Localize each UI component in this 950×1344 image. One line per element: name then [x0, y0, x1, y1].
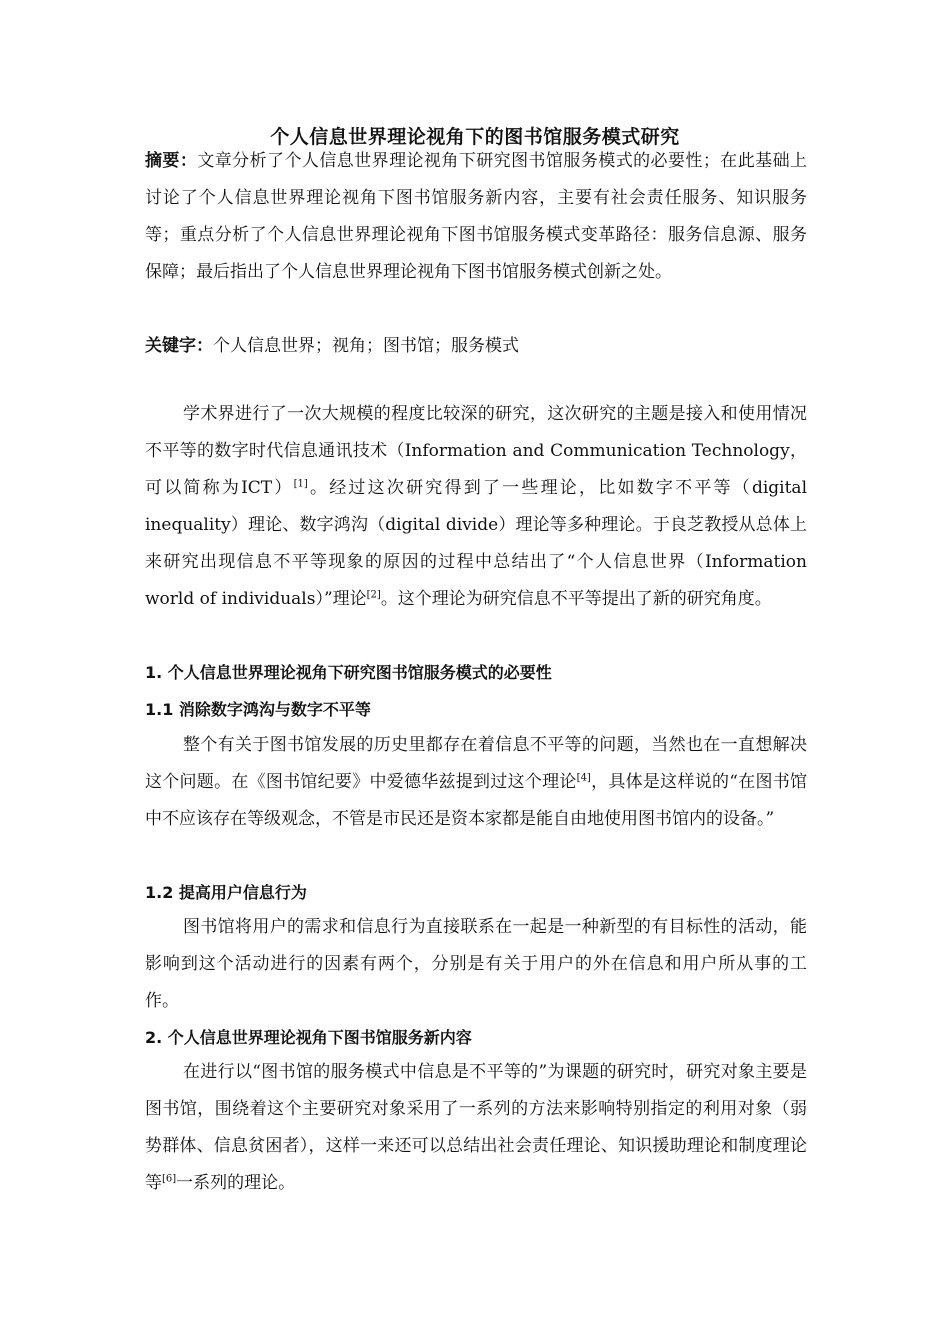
intro-text-3: 。这个理论为研究信息不平等提出了新的研究角度。	[380, 589, 772, 609]
intro-paragraph	[145, 396, 807, 618]
citation-ref: [1]	[293, 478, 308, 490]
keywords	[145, 328, 807, 365]
section-2-heading: 2. 个人信息世界理论视角下图书馆服务新内容	[145, 1028, 472, 1047]
section-1-2-heading: 1.2 提高用户信息行为	[145, 883, 307, 902]
citation-ref: [4]	[576, 772, 591, 784]
abstract	[145, 143, 807, 291]
document-title: 个人信息世界理论视角下的图书馆服务模式研究	[270, 126, 680, 148]
section-1-1-text-2: ，具体是这样说的“在图书馆中不应该存在等级观念，不管是市民还是资本家都是能自由地使用图书馆内的设备。”	[145, 772, 807, 829]
abstract-label: 摘要：	[145, 151, 198, 171]
section-1-heading: 1. 个人信息世界理论视角下研究图书馆服务模式的必要性	[145, 663, 552, 682]
section-2-text-1: 在进行以“图书馆的服务模式中信息是不平等的”为课题的研究时，研究对象主要是图书馆，围绕着这个主要研究对象采用了一系列的方法来影响特别指定的利用对象（弱势群体、信息贫困者），这样一来还可以总结出社会责任理论、知识援助理论和制度理论等	[145, 1062, 807, 1193]
keywords-text: 个人信息世界；视角；图书馆；服务模式	[213, 336, 519, 356]
section-1-2-paragraph: 图书馆将用户的需求和信息行为直接联系在一起是一种新型的有目标性的活动，能影响到这个活动进行的因素有两个，分别是有关于用户的外在信息和用户所从事的工作。	[145, 917, 807, 1011]
abstract-text: 文章分析了个人信息世界理论视角下研究图书馆服务模式的必要性；在此基础上讨论了个人信息世界理论视角下图书馆服务新内容，主要有社会责任服务、知识服务等；重点分析了个人信息世界理论视角下图书馆服务模式变革路径：服务信息源、服务保障；最后指出了个人信息世界理论视角下图书馆服务模式创新之处。	[145, 151, 808, 282]
citation-ref: [6]	[162, 1173, 177, 1185]
section-1-1-text-1: 整个有关于图书馆发展的历史里都存在着信息不平等的问题，当然也在一直想解决这个问题。在《图书馆纪要》中爱德华兹提到过这个理论	[145, 735, 807, 792]
intro-text-2: 。经过这次研究得到了一些理论，比如数字不平等（digital inequality）理论、数字鸿沟（digital divide）理论等多种理论。于良芝教授从总体上来研究出现信息不平等现象的原因的过程中总结出了“个人信息世界（Information world of individuals）”理论	[145, 478, 808, 609]
section-1-1-paragraph	[145, 727, 807, 838]
keywords-label: 关键字：	[145, 336, 213, 356]
citation-ref: [2]	[366, 589, 381, 601]
intro-text-1: 学术界进行了一次大规模的程度比较深的研究，这次研究的主题是接入和使用情况不平等的数字时代信息通讯技术（Information and Communication Technology，可以简称为ICT）	[145, 404, 807, 498]
section-1-1-heading: 1.1 消除数字鸿沟与数字不平等	[145, 700, 371, 719]
section-2-text-2: 一系列的理论。	[176, 1173, 296, 1193]
section-2-paragraph	[145, 1054, 807, 1202]
